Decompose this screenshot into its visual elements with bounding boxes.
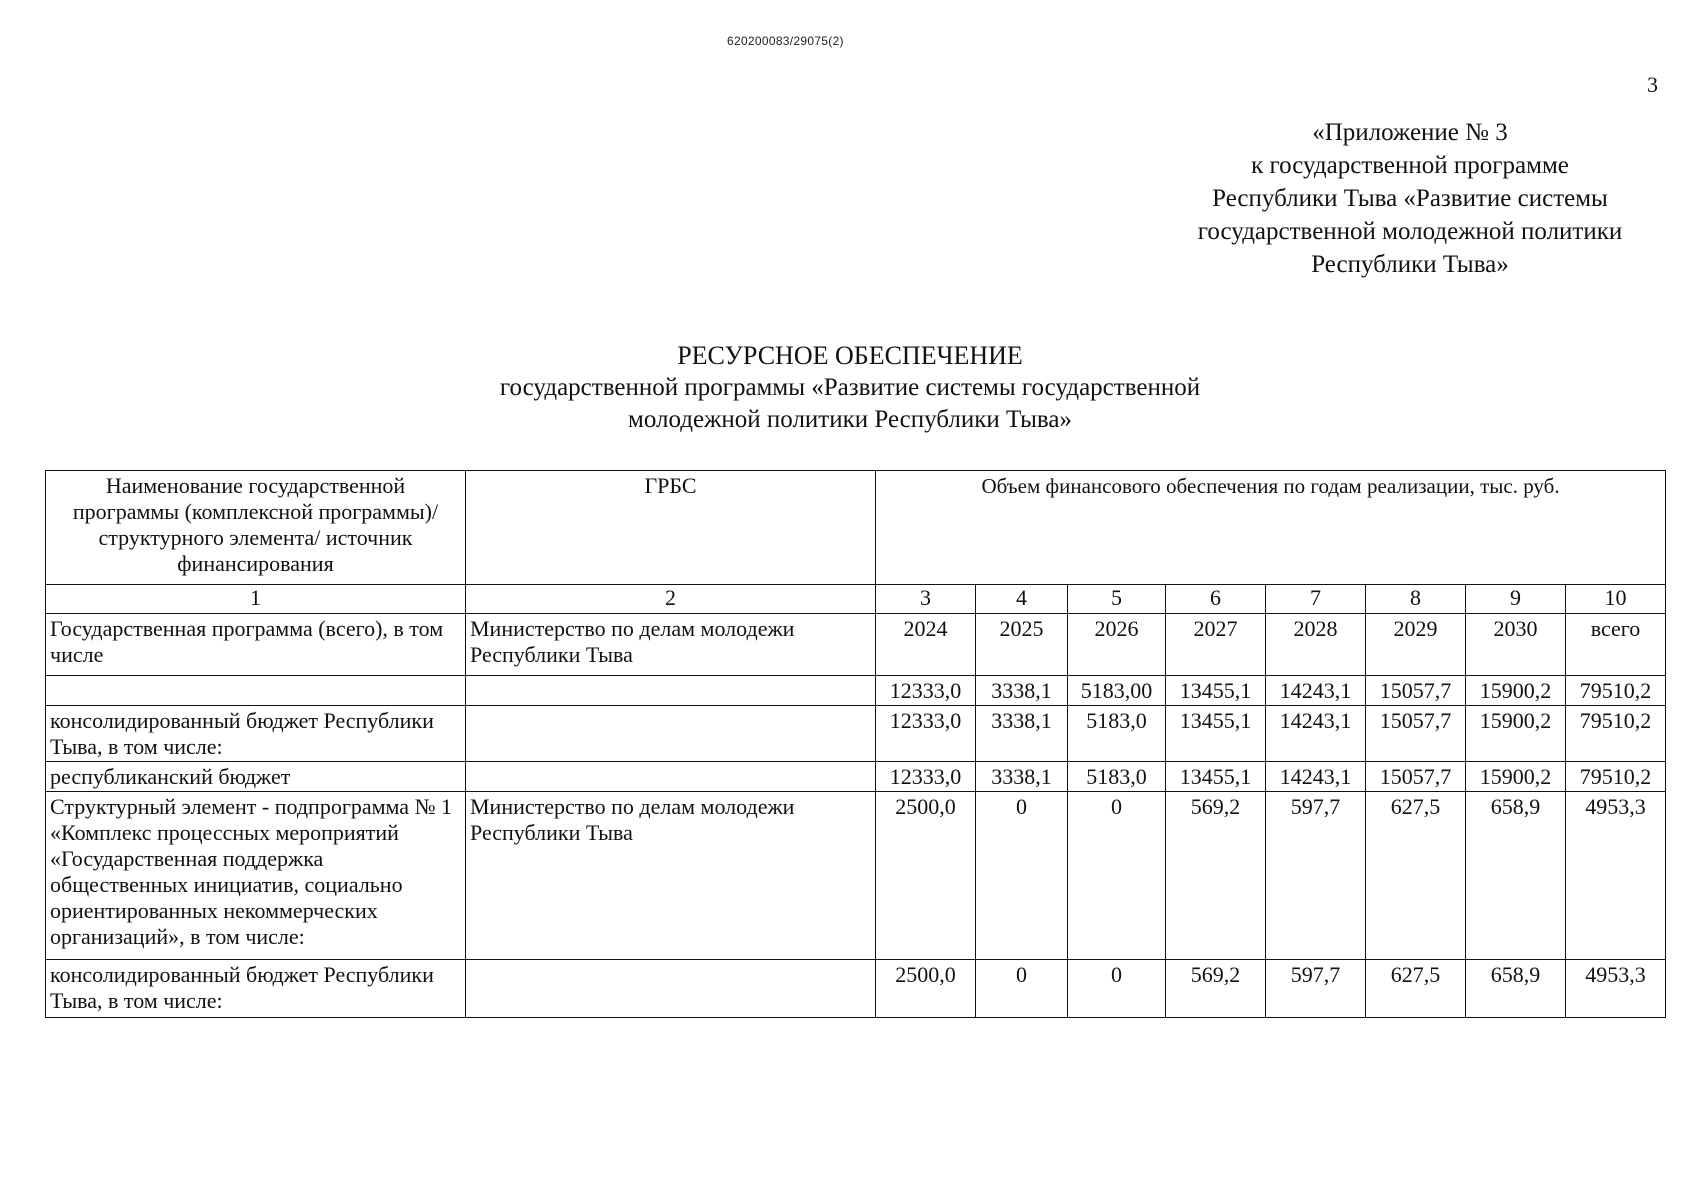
value-cell: 13455,1 — [1166, 706, 1266, 762]
column-number: 1 — [46, 585, 466, 614]
value-cell: 627,5 — [1366, 792, 1466, 960]
value-cell: 0 — [1068, 960, 1166, 1018]
appendix-line: к государственной программе — [1251, 152, 1569, 179]
value-cell: 2028 — [1266, 614, 1366, 676]
value-cell: 15057,7 — [1366, 762, 1466, 792]
value-cell: 15900,2 — [1466, 676, 1566, 706]
column-number: 2 — [466, 585, 876, 614]
resource-table — [45, 470, 1666, 1018]
row-name-cell: консолидированный бюджет Республики Тыва, в том числе: — [46, 706, 466, 762]
table-row — [46, 792, 1666, 960]
value-cell: 15057,7 — [1366, 676, 1466, 706]
value-cell: 5183,0 — [1068, 762, 1166, 792]
column-number: 10 — [1566, 585, 1666, 614]
column-number-row — [46, 585, 1666, 614]
value-cell: 3338,1 — [976, 706, 1068, 762]
column-number: 7 — [1266, 585, 1366, 614]
value-cell: 627,5 — [1366, 960, 1466, 1018]
value-cell: 13455,1 — [1166, 762, 1266, 792]
value-cell: 2025 — [976, 614, 1068, 676]
column-number: 6 — [1166, 585, 1266, 614]
value-cell: 5183,00 — [1068, 676, 1166, 706]
appendix-note — [1150, 116, 1670, 281]
value-cell: 15057,7 — [1366, 706, 1466, 762]
value-cell: 13455,1 — [1166, 676, 1266, 706]
value-cell: 4953,3 — [1566, 792, 1666, 960]
value-cell: 3338,1 — [976, 762, 1068, 792]
value-cell: 79510,2 — [1566, 706, 1666, 762]
value-cell: 79510,2 — [1566, 676, 1666, 706]
column-number: 3 — [876, 585, 976, 614]
row-name-cell: республиканский бюджет — [46, 762, 466, 792]
table-row — [46, 706, 1666, 762]
value-cell: 0 — [1068, 792, 1166, 960]
value-cell: 0 — [976, 792, 1068, 960]
table-row — [46, 762, 1666, 792]
column-number: 9 — [1466, 585, 1566, 614]
value-cell: 3338,1 — [976, 676, 1068, 706]
value-cell: 4953,3 — [1566, 960, 1666, 1018]
title-line-3: молодежной политики Республики Тыва» — [628, 406, 1072, 433]
page-number: 3 — [1647, 72, 1658, 97]
value-cell: 14243,1 — [1266, 706, 1366, 762]
value-cell: 2500,0 — [876, 792, 976, 960]
value-cell: 15900,2 — [1466, 762, 1566, 792]
row-name-cell: Структурный элемент - подпрограмма № 1 «Комплекс процессных мероприятий «Государственная поддержка общественных инициатив, социально ориентированных некоммерческих организаций», в том числе: — [46, 792, 466, 960]
appendix-line: Республики Тыва «Развитие системы — [1212, 185, 1608, 212]
value-cell: 569,2 — [1166, 792, 1266, 960]
row-grbs-cell — [466, 706, 876, 762]
table-row — [46, 614, 1666, 676]
row-name-cell: Государственная программа (всего), в том числе — [46, 614, 466, 676]
value-cell: всего — [1566, 614, 1666, 676]
table-row — [46, 960, 1666, 1018]
document-title — [400, 340, 1300, 436]
value-cell: 597,7 — [1266, 960, 1366, 1018]
value-cell: 2029 — [1366, 614, 1466, 676]
appendix-line: государственной молодежной политики — [1197, 218, 1623, 245]
table-row — [46, 676, 1666, 706]
title-line-2: государственной программы «Развитие системы государственной — [499, 374, 1201, 401]
value-cell: 14243,1 — [1266, 762, 1366, 792]
value-cell: 12333,0 — [876, 762, 976, 792]
value-cell: 79510,2 — [1566, 762, 1666, 792]
value-cell: 0 — [976, 960, 1068, 1018]
value-cell: 2024 — [876, 614, 976, 676]
value-cell: 2500,0 — [876, 960, 976, 1018]
row-grbs-cell: Министерство по делам молодежи Республики Тыва — [466, 614, 876, 676]
row-grbs-cell — [466, 762, 876, 792]
header-volume-cell: Объем финансового обеспечения по годам реализации, тыс. руб. — [876, 471, 1666, 585]
value-cell: 597,7 — [1266, 792, 1366, 960]
appendix-line: «Приложение № 3 — [1312, 119, 1508, 146]
column-number: 8 — [1366, 585, 1466, 614]
row-grbs-cell — [466, 960, 876, 1018]
value-cell: 2026 — [1068, 614, 1166, 676]
table-header-row — [46, 471, 1666, 585]
row-name-cell: консолидированный бюджет Республики Тыва, в том числе: — [46, 960, 466, 1018]
document-code: 620200083/29075(2) — [727, 34, 844, 48]
value-cell: 2030 — [1466, 614, 1566, 676]
value-cell: 5183,0 — [1068, 706, 1166, 762]
value-cell: 658,9 — [1466, 792, 1566, 960]
header-grbs-cell: ГРБС — [466, 471, 876, 585]
title-line-1: РЕСУРСНОЕ ОБЕСПЕЧЕНИЕ — [677, 341, 1023, 370]
column-number: 5 — [1068, 585, 1166, 614]
row-grbs-cell: Министерство по делам молодежи Республики Тыва — [466, 792, 876, 960]
row-grbs-cell — [466, 676, 876, 706]
value-cell: 14243,1 — [1266, 676, 1366, 706]
value-cell: 15900,2 — [1466, 706, 1566, 762]
appendix-line: Республики Тыва» — [1311, 251, 1509, 278]
column-number: 4 — [976, 585, 1068, 614]
value-cell: 12333,0 — [876, 706, 976, 762]
value-cell: 569,2 — [1166, 960, 1266, 1018]
header-name-cell: Наименование государственной программы (комплексной программы)/ структурного элемента/ источник финансирования — [46, 471, 466, 585]
row-name-cell — [46, 676, 466, 706]
value-cell: 12333,0 — [876, 676, 976, 706]
value-cell: 658,9 — [1466, 960, 1566, 1018]
value-cell: 2027 — [1166, 614, 1266, 676]
